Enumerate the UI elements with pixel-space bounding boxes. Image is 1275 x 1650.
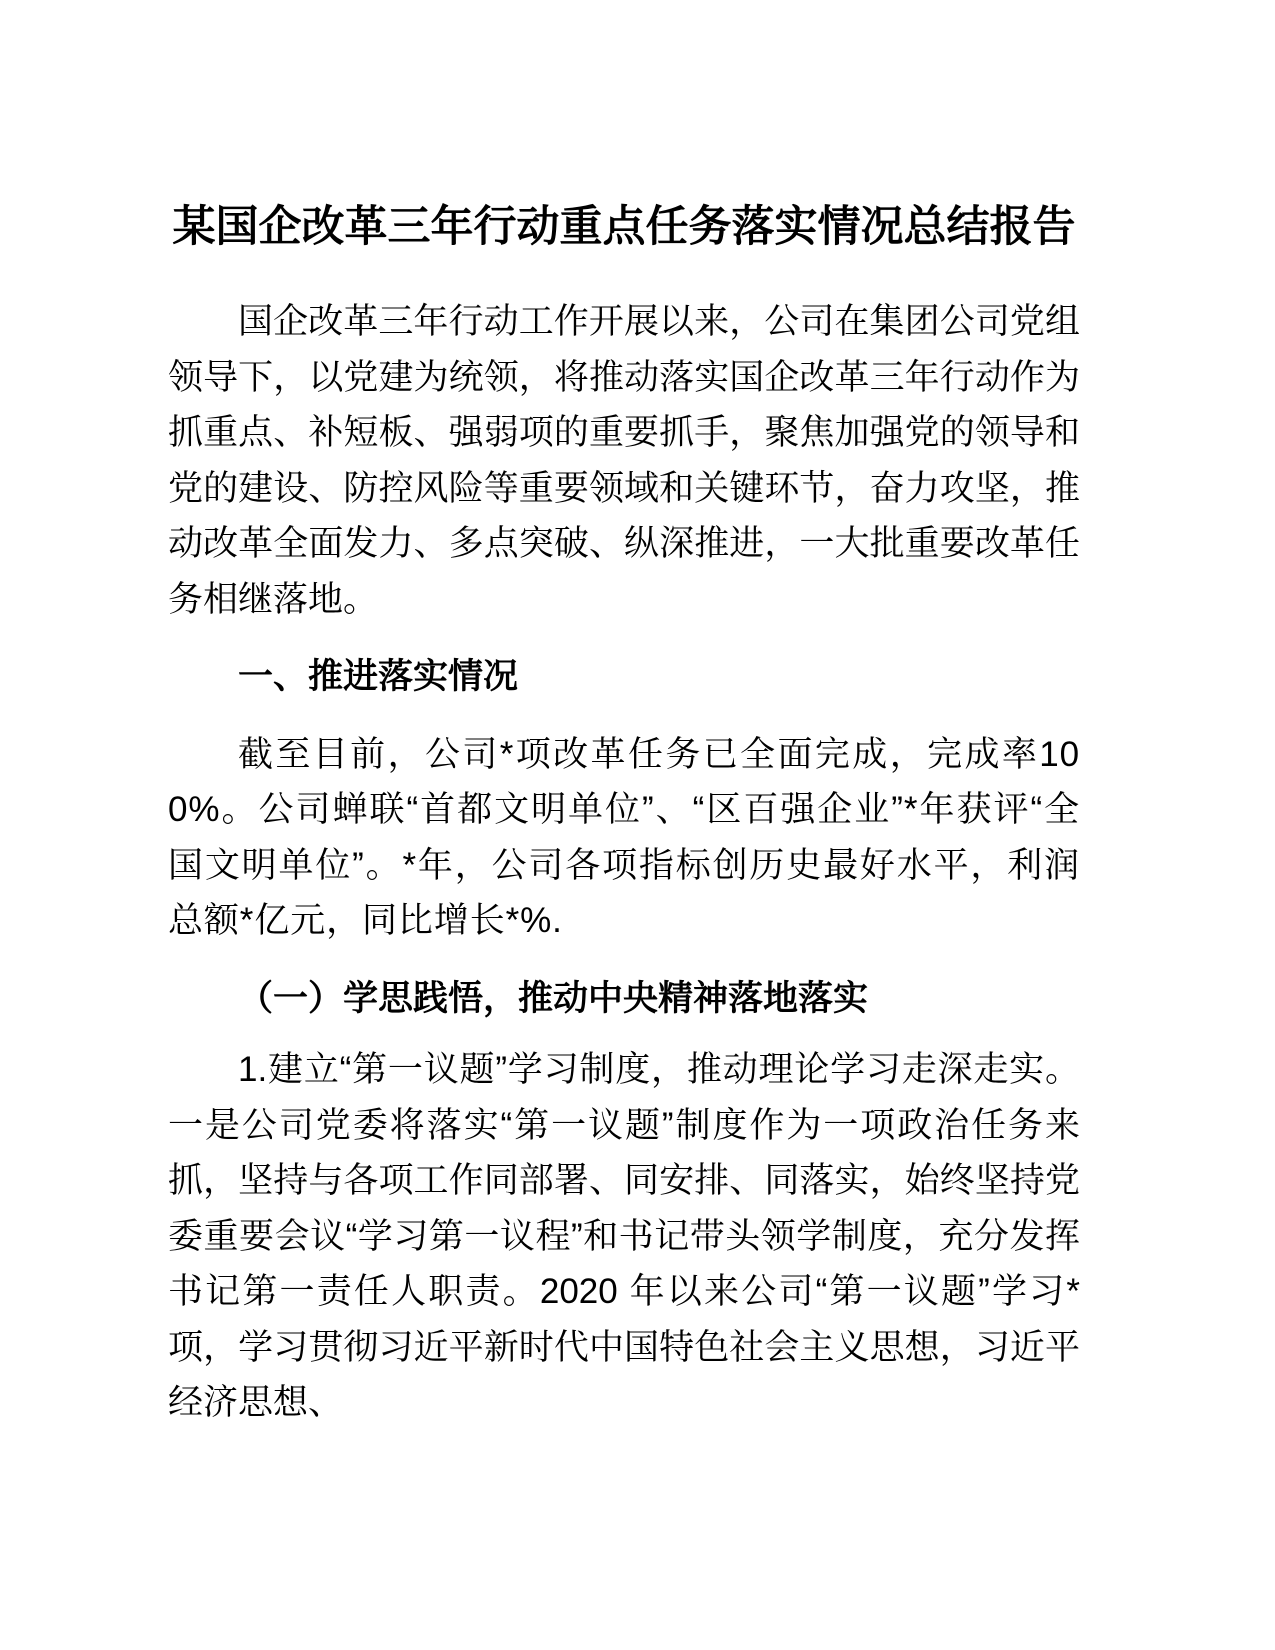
paragraph-spacer [168,949,1080,971]
section-1-paragraph: 截至目前，公司*项改革任务已全面完成，完成率100%。公司蝉联“首都文明单位”、“区百强企业”*年获评“全国文明单位”。*年，公司各项指标创历史最好水平，利润总额*亿元，同比增长*%. [168,734,1080,940]
page-title: 某国企改革三年行动重点任务落实情况总结报告 [172,203,1076,251]
paragraph-spacer [168,627,1080,649]
subsection-heading-学思践悟: （一）学思践悟，推动中央精神落地落实 [238,978,869,1018]
intro-paragraph: 国企改革三年行动工作开展以来，公司在集团公司党组领导下，以党建为统领，将推动落实国企改革三年行动作为抓重点、补短板、强弱项的重要抓手，聚焦加强党的领导和党的建设、防控风险等重要领域和关键环节，奋力攻坚，推动改革全面发力、多点突破、纵深推进，一大批重要改革任务相继落地。 [168,302,1080,619]
section-heading-推进落实情况: 一、推进落实情况 [238,657,519,696]
subheading-spacer [168,1026,1080,1042]
item-1-paragraph: 1.建立“第一议题”学习制度，推动理论学习走深走实。一是公司党委将落实“第一议题”制度作为一项政治任务来抓，坚持与各项工作同部署、同安排、同落实，始终坚持党委重要会议“学习第一议程”和书记带头领学制度，充分发挥书记第一责任人职责。2020 年以来公司“第一议题”学习*项，学习贯彻习近平新时代中国特色社会主义思想，习近平经济思想、 [168,1050,1080,1422]
document-body [168,0,1080,1431]
heading-spacer [168,705,1080,727]
title-spacer [168,258,1080,294]
